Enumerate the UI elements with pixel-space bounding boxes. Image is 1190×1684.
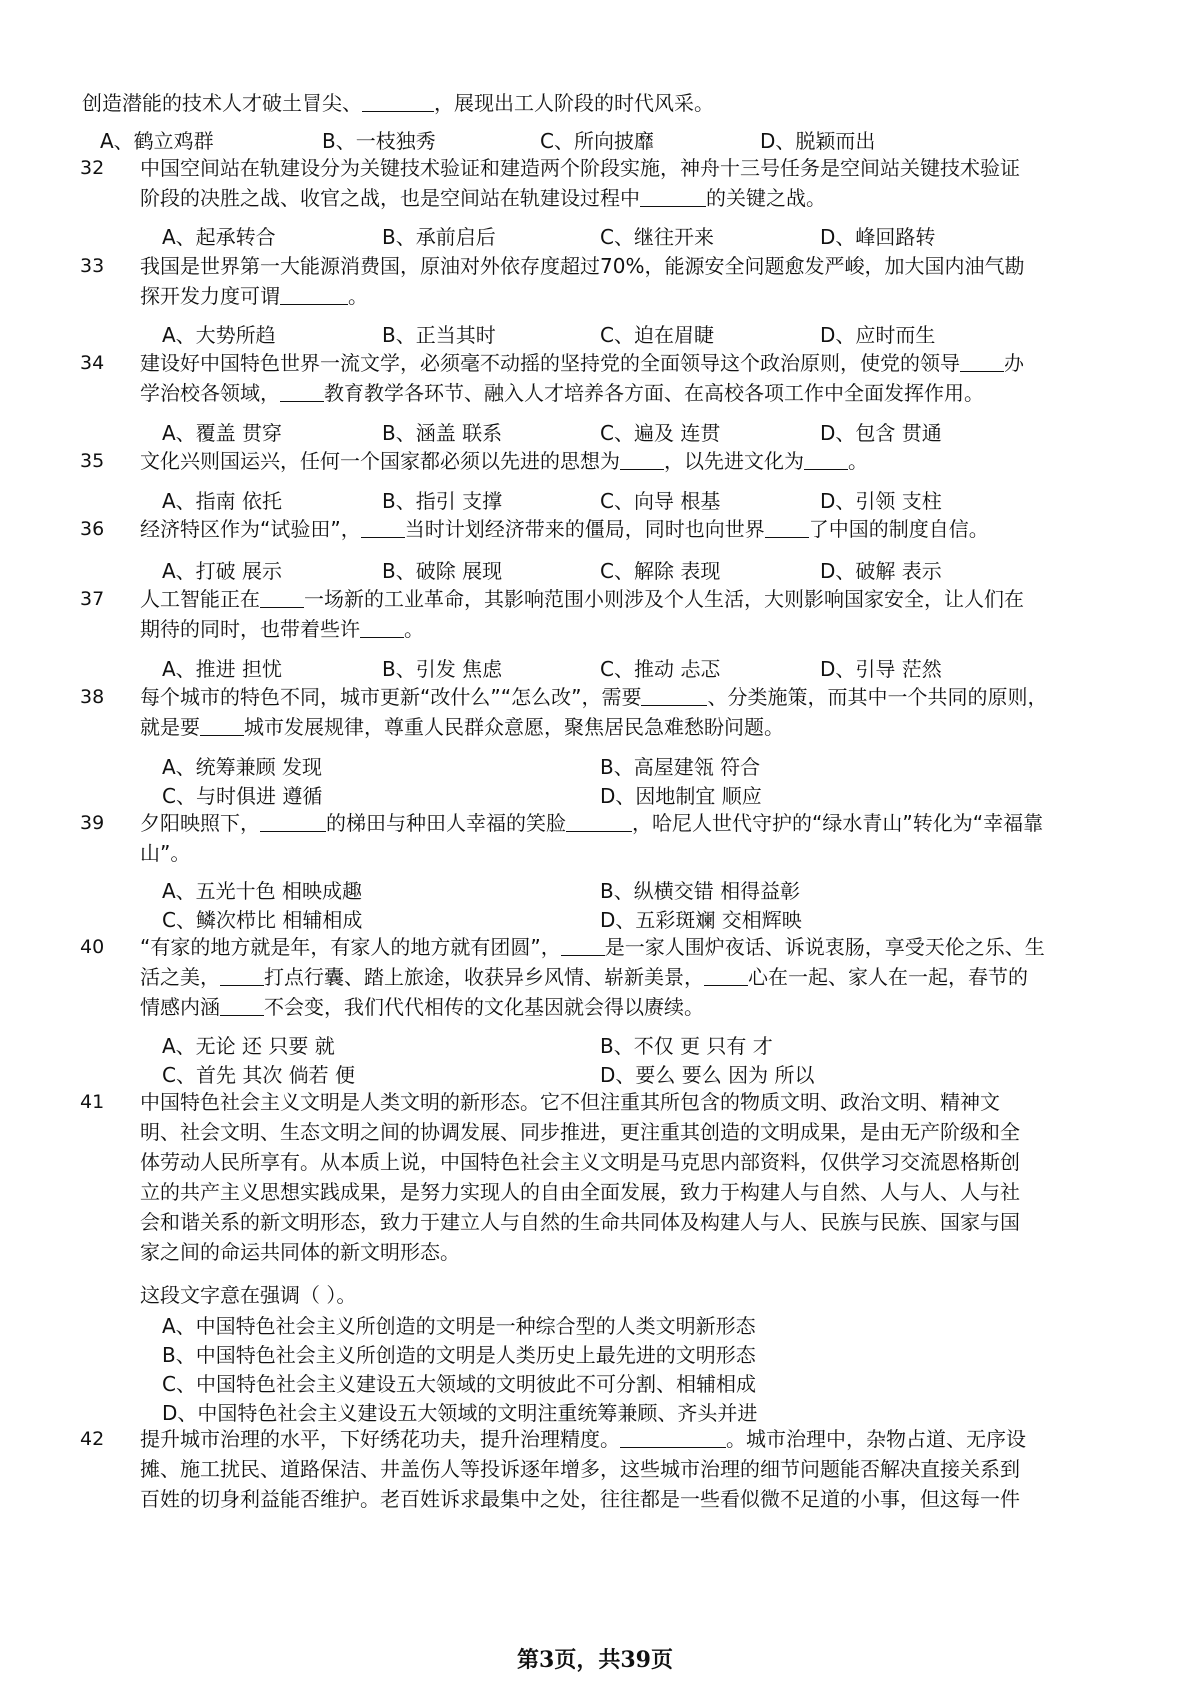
answer-blank bbox=[220, 965, 264, 986]
stem-text: ，哈尼人世代守护的“绿水青山”转化为“幸福靠 bbox=[632, 811, 1044, 835]
answer-blank bbox=[362, 91, 434, 112]
option-b: B、高屋建瓴 符合 bbox=[600, 755, 761, 779]
stem-line: 会和谐关系的新文明形态，致力于建立人与自然的生命共同体及构建人与人、民族与民族、国家与国 bbox=[140, 1210, 1020, 1234]
stem-line: 我国是世界第一大能源消费国，原油对外依存度超过70%，能源安全问题愈发严峻，加大国内油气勘 bbox=[140, 254, 1025, 278]
option-a: A、鹤立鸡群 bbox=[100, 129, 214, 153]
q33-stem bbox=[140, 251, 1100, 311]
option-b: B、一枝独秀 bbox=[322, 129, 436, 153]
question-number: 35 bbox=[80, 450, 105, 472]
question-number: 34 bbox=[80, 352, 105, 374]
stem-text: 文化兴则国运兴，任何一个国家都必须以先进的思想为 bbox=[140, 449, 620, 473]
option-d: D、脱颖而出 bbox=[760, 129, 876, 153]
stem-line: 百姓的切身利益能否维护。老百姓诉求最集中之处，往往都是一些看似微不足道的小事，但这每一件 bbox=[140, 1487, 1020, 1511]
stem-text: 情感内涵 bbox=[140, 995, 220, 1019]
option-d: D、要么 要么 因为 所以 bbox=[600, 1063, 815, 1087]
stem-text: 人工智能正在 bbox=[140, 587, 260, 611]
option-c: C、鳞次栉比 相辅相成 bbox=[162, 908, 363, 932]
q31-text-a: 创造潜能的技术人才破土冒尖、 bbox=[82, 91, 362, 115]
option-c: C、继往开来 bbox=[600, 225, 714, 249]
option-d: D、包含 贯通 bbox=[820, 421, 942, 445]
option-a: A、打破 展示 bbox=[162, 559, 283, 583]
q40-stem bbox=[140, 932, 1100, 1022]
question-number: 38 bbox=[80, 686, 105, 708]
stem-line: 中国特色社会主义文明是人类文明的新形态。它不但注重其所包含的物质文明、政治文明、精神文 bbox=[140, 1090, 1000, 1114]
stem-text: 当时计划经济带来的僵局，同时也向世界 bbox=[404, 517, 765, 541]
option-a: A、中国特色社会主义所创造的文明是一种综合型的人类文明新形态 bbox=[162, 1314, 756, 1338]
option-d: D、中国特色社会主义建设五大领域的文明注重统筹兼顾、齐头并进 bbox=[162, 1401, 758, 1425]
stem-text: 了中国的制度自信。 bbox=[808, 517, 989, 541]
stem-text: 教育教学各环节、融入人才培养各方面、在高校各项工作中全面发挥作用。 bbox=[324, 381, 984, 405]
stem-text: 。城市治理中，杂物占道、无序设 bbox=[726, 1427, 1026, 1451]
stem-text: 阶段的决胜之战、收官之战，也是空间站在轨建设过程中 bbox=[140, 186, 640, 210]
option-c: C、中国特色社会主义建设五大领域的文明彼此不可分割、相辅相成 bbox=[162, 1372, 756, 1396]
q42-stem bbox=[140, 1424, 1100, 1514]
question-number: 33 bbox=[80, 255, 105, 277]
stem-text: 。 bbox=[348, 284, 368, 308]
stem-text: 夕阳映照下， bbox=[140, 811, 260, 835]
option-d: D、引领 支柱 bbox=[820, 489, 942, 513]
q41-stem bbox=[140, 1087, 1100, 1267]
option-a: A、推进 担忧 bbox=[162, 657, 283, 681]
stem-text: 经济特区作为“试验田”， bbox=[140, 517, 361, 541]
option-d: D、五彩斑斓 交相辉映 bbox=[600, 908, 802, 932]
answer-blank bbox=[280, 284, 348, 305]
answer-blank bbox=[704, 965, 748, 986]
stem-text: 。 bbox=[848, 449, 868, 473]
stem-line: 摊、施工扰民、道路保洁、井盖伤人等投诉逐年增多，这些城市治理的细节问题能否解决直接关系到 bbox=[140, 1457, 1020, 1481]
option-d: D、峰回路转 bbox=[820, 225, 936, 249]
option-d: D、应时而生 bbox=[820, 323, 936, 347]
option-a: A、无论 还 只要 就 bbox=[162, 1034, 335, 1058]
stem-text: ，以先进文化为 bbox=[664, 449, 804, 473]
answer-blank bbox=[804, 449, 848, 470]
stem-text: 不会变，我们代代相传的文化基因就会得以赓续。 bbox=[264, 995, 704, 1019]
stem-text: 办 bbox=[1004, 351, 1024, 375]
answer-blank bbox=[220, 995, 264, 1016]
question-number: 40 bbox=[80, 936, 105, 958]
option-b: B、指引 支撑 bbox=[382, 489, 503, 513]
stem-text: 建设好中国特色世界一流文学，必须毫不动摇的坚持党的全面领导这个政治原则，使党的领导 bbox=[140, 351, 960, 375]
stem-line: 山”。 bbox=[140, 841, 191, 865]
q41-prompt bbox=[140, 1280, 1100, 1310]
option-c: C、与时俱进 遵循 bbox=[162, 784, 323, 808]
stem-text: 提升城市治理的水平，下好绣花功夫，提升治理精度。 bbox=[140, 1427, 620, 1451]
option-a: A、覆盖 贯穿 bbox=[162, 421, 283, 445]
stem-text: 期待的同时，也带着些许 bbox=[140, 617, 360, 641]
option-b: B、涵盖 联系 bbox=[382, 421, 503, 445]
option-b: B、中国特色社会主义所创造的文明是人类历史上最先进的文明形态 bbox=[162, 1343, 756, 1367]
option-a: A、五光十色 相映成趣 bbox=[162, 879, 363, 903]
answer-blank bbox=[260, 587, 304, 608]
option-b: B、承前启后 bbox=[382, 225, 496, 249]
stem-text: 的关键之战。 bbox=[706, 186, 826, 210]
option-a: A、大势所趋 bbox=[162, 323, 276, 347]
answer-blank bbox=[260, 811, 326, 832]
option-c: C、推动 忐忑 bbox=[600, 657, 721, 681]
option-b: B、破除 展现 bbox=[382, 559, 503, 583]
option-b: B、引发 焦虑 bbox=[382, 657, 503, 681]
answer-blank bbox=[620, 1427, 726, 1448]
option-d: D、引导 茫然 bbox=[820, 657, 942, 681]
option-c: C、迫在眉睫 bbox=[600, 323, 714, 347]
answer-blank bbox=[640, 186, 706, 207]
stem-text: 活之美， bbox=[140, 965, 220, 989]
q36-stem bbox=[140, 514, 1100, 544]
stem-text: 一场新的工业革命，其影响范围小则涉及个人生活，大则影响国家安全，让人们在 bbox=[304, 587, 1024, 611]
question-number: 41 bbox=[80, 1091, 105, 1113]
stem-line: 中国空间站在轨建设分为关键技术验证和建造两个阶段实施，神舟十三号任务是空间站关键技术验证 bbox=[140, 156, 1020, 180]
option-b: B、正当其时 bbox=[382, 323, 496, 347]
stem-text: 是一家人围炉夜话、诉说衷肠，享受天伦之乐、生 bbox=[604, 935, 1045, 959]
stem-text: 打点行囊、踏上旅途，收获异乡风情、崭新美景， bbox=[264, 965, 704, 989]
stem-line: 明、社会文明、生态文明之间的协调发展、同步推进，更注重其创造的文明成果，是由无产阶级和全 bbox=[140, 1120, 1020, 1144]
question-number: 39 bbox=[80, 812, 105, 834]
answer-blank bbox=[566, 811, 632, 832]
question-number: 32 bbox=[80, 157, 105, 179]
stem-text: 心在一起、家人在一起，春节的 bbox=[748, 965, 1028, 989]
q37-stem bbox=[140, 584, 1100, 644]
stem-text: 学治校各领域， bbox=[140, 381, 280, 405]
option-a: A、指南 依托 bbox=[162, 489, 283, 513]
question-prompt: 这段文字意在强调（ ）。 bbox=[140, 1283, 357, 1307]
option-d: D、因地制宜 顺应 bbox=[600, 784, 762, 808]
q35-stem bbox=[140, 446, 1100, 476]
answer-blank bbox=[620, 449, 664, 470]
q31-text-b: ，展现出工人阶段的时代风采。 bbox=[434, 91, 714, 115]
page-footer: 第3页，共39页 bbox=[517, 1647, 673, 1673]
option-c: C、首先 其次 倘若 便 bbox=[162, 1063, 356, 1087]
answer-blank bbox=[200, 715, 244, 736]
option-c: C、解除 表现 bbox=[600, 559, 721, 583]
stem-text: 城市发展规律，尊重人民群众意愿，聚焦居民急难愁盼问题。 bbox=[244, 715, 784, 739]
answer-blank bbox=[561, 935, 605, 956]
option-c: C、遍及 连贯 bbox=[600, 421, 721, 445]
option-b: B、纵横交错 相得益彰 bbox=[600, 879, 801, 903]
stem-text: 就是要 bbox=[140, 715, 200, 739]
stem-text: “有家的地方就是年，有家人的地方就有团圆”， bbox=[140, 935, 561, 959]
answer-blank bbox=[361, 517, 405, 538]
option-a: A、统筹兼顾 发现 bbox=[162, 755, 323, 779]
answer-blank bbox=[641, 685, 707, 706]
stem-text: 。 bbox=[404, 617, 424, 641]
q31-stem-tail bbox=[82, 88, 714, 118]
answer-blank bbox=[360, 617, 404, 638]
question-number: 42 bbox=[80, 1428, 105, 1450]
answer-blank bbox=[765, 517, 809, 538]
q32-stem bbox=[140, 153, 1100, 213]
stem-text: 探开发力度可谓 bbox=[140, 284, 280, 308]
answer-blank bbox=[280, 381, 324, 402]
question-number: 37 bbox=[80, 588, 105, 610]
option-b: B、不仅 更 只有 才 bbox=[600, 1034, 773, 1058]
stem-text: 每个城市的特色不同，城市更新“改什么”“怎么改”，需要 bbox=[140, 685, 642, 709]
q39-stem bbox=[140, 808, 1100, 868]
option-c: C、向导 根基 bbox=[600, 489, 721, 513]
question-number: 36 bbox=[80, 518, 105, 540]
q38-stem bbox=[140, 682, 1100, 742]
stem-line: 家之间的命运共同体的新文明形态。 bbox=[140, 1240, 460, 1264]
stem-line: 体劳动人民所享有。从本质上说，中国特色社会主义文明是马克思内部资料，仅供学习交流恩格斯创 bbox=[140, 1150, 1020, 1174]
option-c: C、所向披靡 bbox=[540, 129, 654, 153]
option-d: D、破解 表示 bbox=[820, 559, 942, 583]
stem-line: 立的共产主义思想实践成果，是努力实现人的自由全面发展，致力于构建人与自然、人与人、人与社 bbox=[140, 1180, 1020, 1204]
answer-blank bbox=[960, 351, 1004, 372]
stem-text: 的梯田与种田人幸福的笑脸 bbox=[326, 811, 566, 835]
q34-stem bbox=[140, 348, 1100, 408]
option-a: A、起承转合 bbox=[162, 225, 276, 249]
stem-text: 、分类施策，而其中一个共同的原则， bbox=[707, 685, 1048, 709]
